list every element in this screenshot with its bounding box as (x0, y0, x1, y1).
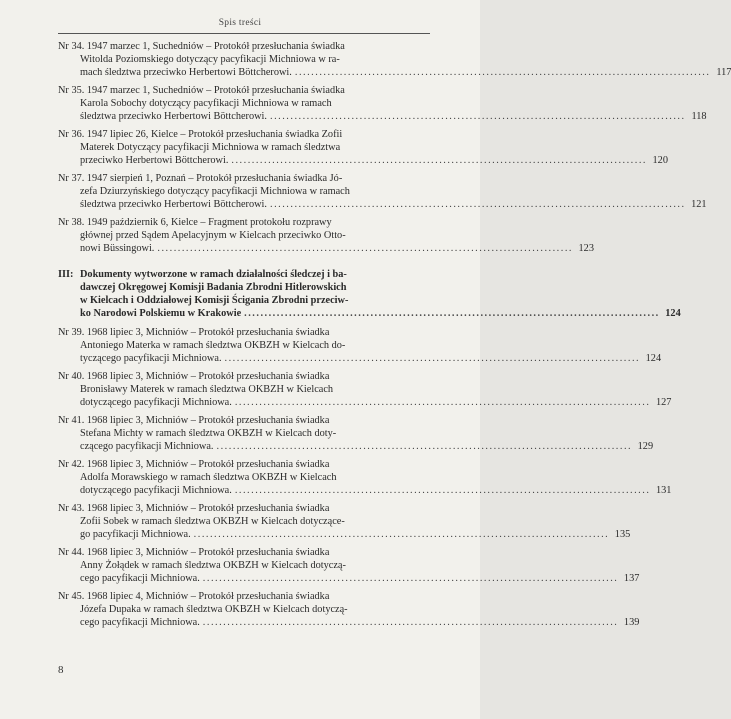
toc-entry-continuation-line: zefa Dziurzyńskiego dotyczący pacyfikacji Michniowa w ramach (80, 186, 350, 197)
toc-page-number: 139 (623, 617, 640, 628)
toc-entry-continuation-line: Stefana Michty w ramach śledztwa OKBZH w Kielcach doty- (80, 428, 337, 439)
section-last-line (58, 307, 681, 320)
toc-entry-continuation-line: Karola Sobochy dotyczący pacyfikacji Michniowa w ramach (80, 98, 332, 109)
toc-entry (58, 546, 640, 585)
toc-entry-last-text: śledztwa przeciwko Herbertowi Böttcherowi. (80, 199, 267, 210)
toc-page-number: 135 (614, 529, 631, 540)
toc-entry-first-line: Nr 40. 1968 lipiec 3, Michniów – Protokół przesłuchania świadka (58, 371, 330, 382)
toc-entry-last-line (58, 572, 640, 585)
toc-entry-continuation-line: Anny Żołądek w ramach śledztwa OKBZH w Kielcach dotyczą- (80, 560, 346, 571)
toc-page-number: 117 (716, 67, 731, 78)
running-header: Spis treści (218, 18, 262, 28)
dot-leader: ...................................................................................................... (270, 199, 686, 210)
header-rule (58, 33, 430, 34)
dot-leader: ...................................................................................................... (231, 155, 647, 166)
section-continuation-line: w Kielcach i Oddziałowej Komisji Ścigania Zbrodni przeciw- (80, 295, 349, 306)
toc-entries-part-ii (58, 40, 731, 255)
section-label: III: (58, 269, 74, 280)
dot-leader: ...................................................................................................... (193, 529, 610, 540)
dot-leader: ...................................................................................................... (270, 111, 686, 122)
dot-leader: ...................................................................................................... (224, 353, 641, 364)
toc-page-number: 121 (691, 199, 707, 210)
toc-entry-last-text: cego pacyfikacji Michniowa. (80, 617, 200, 628)
table-of-contents (58, 40, 731, 634)
toc-entry-last-line (58, 396, 672, 409)
toc-entry (58, 326, 662, 365)
toc-entry-first-line: Nr 39. 1968 lipiec 3, Michniów – Protokół przesłuchania świadka (58, 327, 330, 338)
section-first-text: Dokumenty wytworzone w ramach działalności śledczej i ba- (80, 269, 347, 280)
section-first-line (58, 268, 430, 281)
toc-entry (58, 590, 640, 629)
toc-page-number: 137 (623, 573, 640, 584)
toc-entry-continuation-line: Zofii Sobek w ramach śledztwa OKBZH w Kielcach dotyczące- (80, 516, 345, 527)
toc-entry-first-line: Nr 35. 1947 marzec 1, Suchedniów – Protokół przesłuchania świadka (58, 85, 345, 96)
toc-page-number: 120 (652, 155, 668, 166)
toc-entry (58, 216, 594, 255)
toc-page-number: 124 (645, 353, 662, 364)
toc-entry-last-text: go pacyfikacji Michniowa. (80, 529, 191, 540)
toc-entry-last-line (58, 352, 662, 365)
toc-entry (58, 458, 672, 497)
toc-entry-last-line (58, 440, 654, 453)
toc-entry (58, 172, 707, 211)
toc-page-number: 124 (665, 308, 681, 319)
toc-entry-last-line (58, 66, 731, 79)
toc-entry-first-line: Nr 41. 1968 lipiec 3, Michniów – Protokół przesłuchania świadka (58, 415, 330, 426)
toc-entry-last-text: tyczącego pacyfikacji Michniowa. (80, 353, 222, 364)
toc-entry-last-line (58, 154, 668, 167)
toc-entry (58, 370, 672, 409)
dot-leader: ...................................................................................................... (294, 67, 711, 78)
toc-entry-continuation-line: Adolfa Morawskiego w ramach śledztwa OKBZH w Kielcach (80, 472, 337, 483)
toc-page-number: 118 (691, 111, 707, 122)
toc-entry-last-text: czącego pacyfikacji Michniowa. (80, 441, 214, 452)
toc-entry (58, 40, 731, 79)
dot-leader: ...................................................................................................... (202, 573, 619, 584)
dot-leader: ...................................................................................................... (244, 308, 660, 319)
dot-leader: ...................................................................................................... (234, 397, 651, 408)
toc-entry-first-line: Nr 43. 1968 lipiec 3, Michniów – Protokół przesłuchania świadka (58, 503, 330, 514)
section-continuation-line: dawczej Okręgowej Komisji Badania Zbrodni Hitlerowskich (80, 282, 347, 293)
toc-entry (58, 84, 707, 123)
toc-entry-first-line: Nr 34. 1947 marzec 1, Suchedniów – Protokół przesłuchania świadka (58, 41, 345, 52)
toc-entry-continuation-line: Witolda Poziomskiego dotyczący pacyfikacji Michniowa w ra- (80, 54, 340, 65)
toc-entry-continuation-line: Bronisławy Materek w ramach śledztwa OKBZH w Kielcach (80, 384, 334, 395)
toc-page-number: 123 (578, 243, 594, 254)
toc-entry-last-line (58, 528, 631, 541)
toc-entry-continuation-line: Antoniego Materka w ramach śledztwa OKBZH w Kielcach do- (80, 340, 346, 351)
toc-entry-last-text: cego pacyfikacji Michniowa. (80, 573, 200, 584)
toc-entry-last-line (58, 484, 672, 497)
toc-entry-first-line: Nr 42. 1968 lipiec 3, Michniów – Protokół przesłuchania świadka (58, 459, 330, 470)
dot-leader: ...................................................................................................... (157, 243, 573, 254)
toc-entry-last-text: przeciwko Herbertowi Böttcherowi. (80, 155, 229, 166)
toc-page-number: 127 (655, 397, 672, 408)
dot-leader: ...................................................................................................... (202, 617, 619, 628)
toc-entry-first-line: Nr 38. 1949 październik 6, Kielce – Fragment protokołu rozprawy (58, 217, 332, 228)
section-last-text: ko Narodowi Polskiemu w Krakowie (80, 308, 242, 319)
page-number: 8 (58, 664, 64, 676)
toc-entries-part-iii (58, 326, 672, 629)
section-heading (58, 268, 681, 320)
toc-entry-last-text: dotyczącego pacyfikacji Michniowa. (80, 485, 232, 496)
dot-leader: ...................................................................................................... (234, 485, 651, 496)
toc-entry-continuation-line: głównej przed Sądem Apelacyjnym w Kielcach przeciwko Otto- (80, 230, 346, 241)
toc-entry-last-text: nowi Büssingowi. (80, 243, 155, 254)
toc-entry-last-line (58, 242, 594, 255)
toc-entry-first-line: Nr 44. 1968 lipiec 3, Michniów – Protokół przesłuchania świadka (58, 547, 330, 558)
toc-entry-last-line (58, 198, 707, 211)
toc-entry-first-line: Nr 37. 1947 sierpień 1, Poznań – Protokół przesłuchania świadka Jó- (58, 173, 343, 184)
toc-entry-last-text: dotyczącego pacyfikacji Michniowa. (80, 397, 232, 408)
toc-entry (58, 502, 631, 541)
toc-entry-first-line: Nr 45. 1968 lipiec 4, Michniów – Protokół przesłuchania świadka (58, 591, 330, 602)
toc-entry-last-text: śledztwa przeciwko Herbertowi Böttcherowi. (80, 111, 267, 122)
toc-page-number: 131 (655, 485, 672, 496)
toc-entry-continuation-line: Materek Dotyczący pacyfikacji Michniowa w ramach śledztwa (80, 142, 341, 153)
toc-entry-last-text: mach śledztwa przeciwko Herbertowi Böttcherowi. (80, 67, 292, 78)
toc-entry-last-line (58, 616, 640, 629)
toc-page-number: 129 (637, 441, 654, 452)
toc-entry (58, 414, 654, 453)
toc-entry-last-line (58, 110, 707, 123)
dot-leader: ...................................................................................................... (216, 441, 633, 452)
toc-entry (58, 128, 668, 167)
toc-entry-first-line: Nr 36. 1947 lipiec 26, Kielce – Protokół przesłuchania świadka Zofii (58, 129, 343, 140)
toc-entry-continuation-line: Józefa Dupaka w ramach śledztwa OKBZH w Kielcach dotyczą- (80, 604, 348, 615)
